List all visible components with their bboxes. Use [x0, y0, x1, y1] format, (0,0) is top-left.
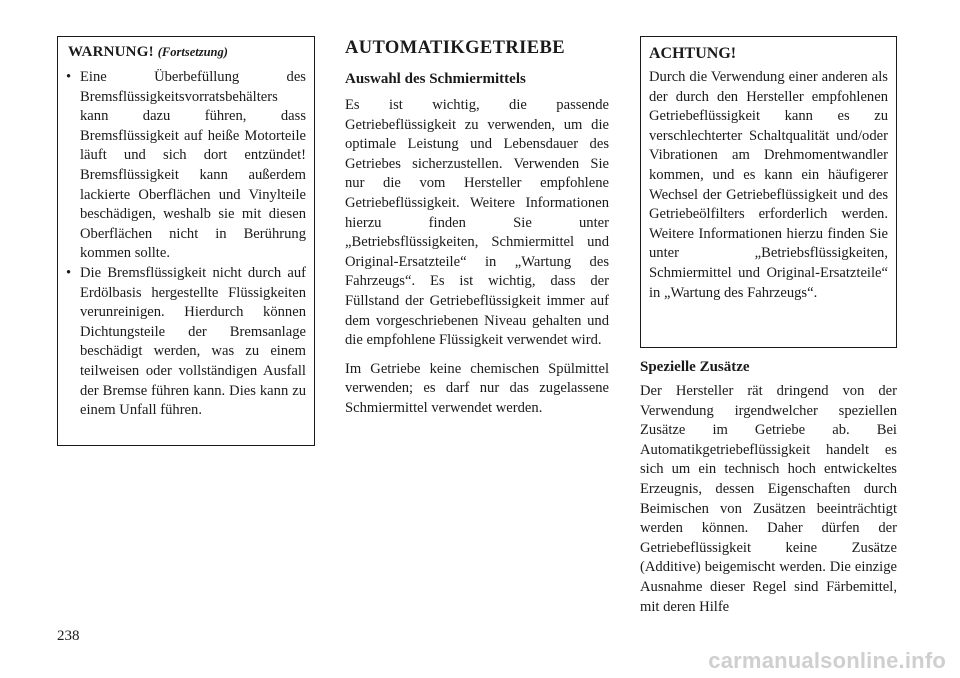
section-title: AUTOMATIKGETRIEBE — [345, 38, 565, 58]
warning-box — [57, 36, 315, 446]
additives-section — [640, 356, 897, 617]
bullet-icon: • — [66, 69, 72, 85]
caution-title: ACHTUNG! — [649, 45, 737, 62]
body-paragraph: Der Hersteller rät dringend von der Verwendung irgendwelcher speziellen Zusätze im Getriebe ab. Bei Automatikgetriebeflüssigkeit handelt es sich um ein technisch hoch entwickeltes Erzeugnis, dessen Eigenschaften durch Beimischen von Zusätzen beeinträchtigt werden können. Daher dürfen der Getriebeflüssigkeit keine Zusätze (Additive) beigemischt werden. Die einzige Ausnahme dieser Regel sind Färbemittel, mit deren Hilfe — [640, 383, 897, 615]
list-item — [66, 264, 306, 421]
warning-bullet-text: Die Bremsflüssigkeit nicht durch auf Erdölbasis hergestellte Flüssigkeiten verunreinigen. Hierdurch können Dichtungsteile der Bremsanlage beschädigt werden, was zu einem teilweisen oder vollständigen Ausfall der Bremse führen kann. Dies kann zu einem Unfall führen. — [80, 264, 306, 419]
subsection-title: Spezielle Zusätze — [640, 359, 750, 375]
subsection-title: Auswahl des Schmiermittels — [345, 71, 526, 87]
warning-continued: (Fortsetzung) — [157, 45, 228, 59]
caution-text: Durch die Verwendung einer anderen als der durch den Hersteller empfohlenen Getriebeflüssigkeit kann es zu verschlechterter Schaltqualität und/oder Vibrationen am Drehmomentwandler kommen, und es kann ein häufigerer Wechsel der Getriebeflüssigkeit und des Getriebeölfilters erforderlich werden. Weitere Informationen hierzu finden Sie unter „Betriebsflüssigkeiten, Schmiermittel und Original-Ersatzteile“ in „Wartung des Fahrzeugs“. — [649, 69, 888, 301]
watermark: carmanualsonline.info — [708, 648, 946, 673]
warning-bullet-text: Eine Überbefüllung des Bremsflüssigkeitsvorratsbehälters kann dazu führen, dass Bremsflüssigkeit auf heiße Motorteile läuft und sich dort entzündet! Bremsflüssigkeit kann außerdem lackierte Oberflächen und Vinylteile beschädigen, weshalb sie mit diesen Oberflächen nicht in Berührung kommen sollte. — [80, 69, 306, 262]
caution-box — [640, 36, 897, 348]
bullet-icon: • — [66, 264, 72, 281]
body-paragraph: Im Getriebe keine chemischen Spülmittel verwenden; es darf nur das zugelassene Schmiermittel verwendet werden. — [345, 360, 609, 416]
warning-bullet-list — [66, 68, 306, 421]
warning-heading — [68, 41, 306, 63]
warning-title: WARNUNG! — [68, 44, 154, 60]
main-section — [345, 36, 609, 428]
list-item — [66, 68, 306, 264]
page-number: 238 — [57, 628, 80, 644]
body-paragraph: Es ist wichtig, die passende Getriebeflüssigkeit zu verwenden, um die optimale Leistung und Lebensdauer des Getriebes sicherzustellen. Verwenden Sie nur die vom Hersteller empfohlene Getriebeflüssigkeit. Weitere Informationen hierzu finden Sie unter „Betriebsflüssigkeiten, Schmiermittel und Original-Ersatzteile“ in „Wartung des Fahrzeugs“. Es ist wichtig, dass der Füllstand der Getriebeflüssigkeit immer auf dem vorgeschriebenen Niveau gehalten und die empfohlene Flüssigkeit verwendet wird. — [345, 97, 609, 349]
